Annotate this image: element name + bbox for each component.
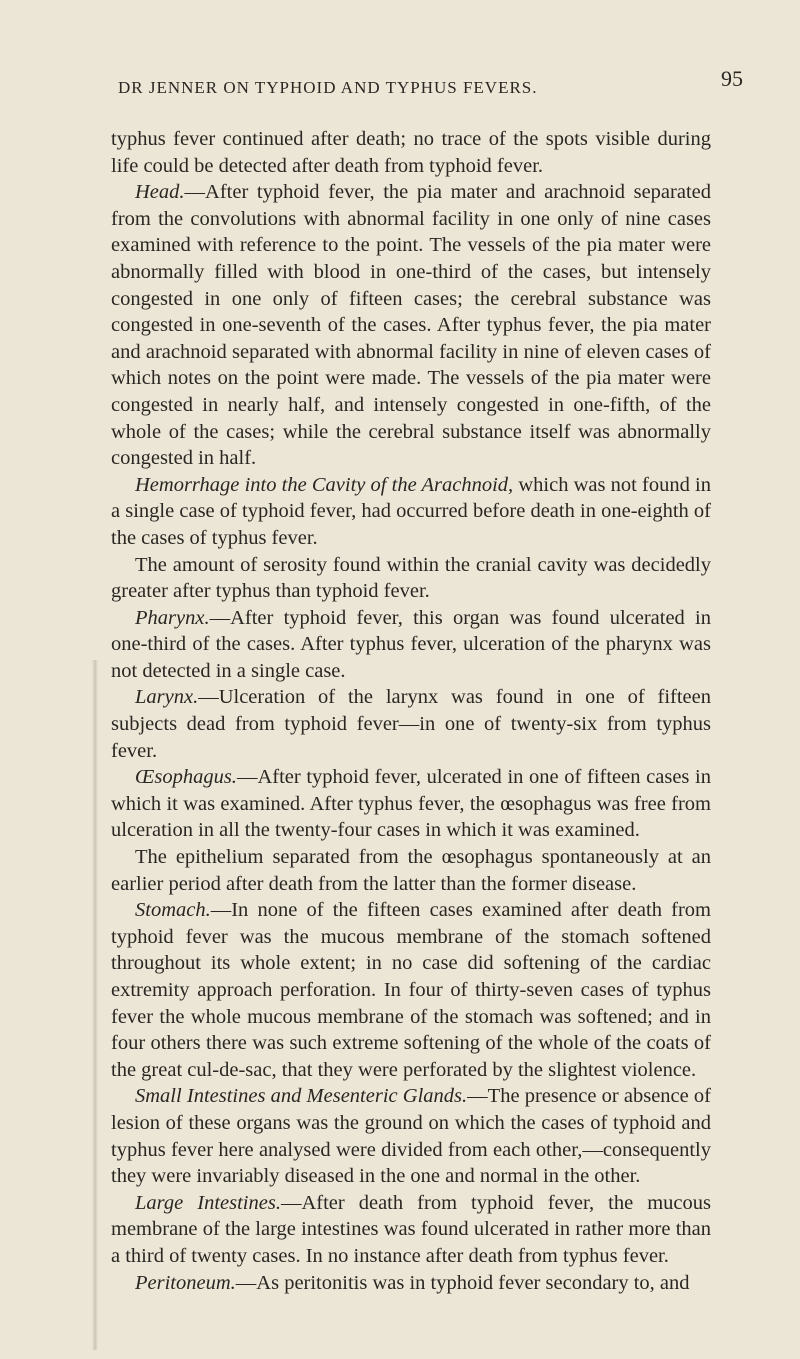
paragraph — [111, 179, 711, 472]
paragraph-text: —After typhoid fever, the pia mater and arachnoid separated from the convolutions with abnormal facility in one only of nine cases examined with reference to the point. The vessels of the pia mater were abnormally filled with blood in one-third of the cases, but intensely congested in one only of fifteen cases; the cerebral substance was congested in one-seventh of the cases. After typhus fever, the pia mater and arachnoid separated with abnormal facility in nine of eleven cases of which notes on the point were made. The vessels of the pia mater were congested in nearly half, and intensely congested in one-fifth, of the whole of the cases; while the cerebral substance itself was abnormally congested in half. — [111, 181, 711, 470]
paragraph — [111, 126, 711, 179]
paragraph-text: —After death from typhoid fever, the mucous membrane of the large intestines was found ulcerated in rather more than a third of twenty cases. In no instance after death from typhus fever. — [111, 1191, 711, 1267]
section-heading: Small Intestines and Mesenteric Glands. — [135, 1085, 468, 1108]
paragraph-text: —The presence or absence of lesion of these organs was the ground on which the cases of typhoid and typhus fever here analysed were divided from each other,—consequently they were invariably diseased in the one and normal in the other. — [111, 1085, 711, 1188]
paragraph — [111, 844, 711, 897]
paragraph — [111, 684, 711, 764]
section-heading: Large Intestines. — [135, 1191, 281, 1214]
section-heading: Œsophagus. — [135, 766, 237, 789]
paragraph-text: —After typhoid fever, ulcerated in one of fifteen cases in which it was examined. After typhus fever, the œsophagus was free from ulceration in all the twenty-four cases in which it was examined. — [111, 766, 711, 842]
paragraph — [111, 1190, 711, 1270]
paragraph-text: —Ulceration of the larynx was found in one of fifteen subjects dead from typhoid fever—in one of twenty-six from typhus fever. — [111, 686, 711, 762]
paragraph-text: The amount of serosity found within the cranial cavity was decidedly greater after typhus than typhoid fever. — [111, 553, 711, 603]
running-head: DR JENNER ON TYPHOID AND TYPHUS FEVERS. — [118, 78, 538, 97]
paragraph-text: —After typhoid fever, this organ was found ulcerated in one-third of the cases. After typhus fever, ulceration of the pharynx was not detected in a single case. — [111, 606, 711, 682]
section-heading: Head. — [135, 181, 185, 204]
paragraph-text: The epithelium separated from the œsophagus spontaneously at an earlier period after death from the latter than the former disease. — [111, 846, 711, 895]
paragraph-text: which was not found in a single case of typhoid fever, had occurred before death in one-eighth of the cases of typhus fever. — [111, 473, 711, 549]
paragraph-text: —In none of the fifteen cases examined after death from typhoid fever was the mucous membrane of the stomach softened throughout its whole extent; in no case did softening of the cardiac extremity approach perforation. In four of thirty-seven cases of typhus fever the whole mucous membrane of the stomach was softened; and in four others there was such extreme softening of the whole of the coats of the great cul-de-sac, that they were perforated by the slightest violence. — [111, 899, 711, 1081]
section-heading: Pharynx. — [135, 606, 210, 629]
paragraph — [111, 552, 711, 605]
section-heading: Hemorrhage into the Cavity of the Arachnoid, — [135, 473, 514, 496]
section-heading: Larynx. — [135, 686, 199, 709]
binding-shadow — [92, 660, 98, 1350]
paragraph — [111, 472, 711, 552]
paragraph — [111, 1270, 711, 1297]
paragraph — [111, 605, 711, 685]
paragraph — [111, 764, 711, 844]
body-text — [111, 126, 711, 1296]
section-heading: Stomach. — [135, 899, 211, 922]
paragraph-text: typhus fever continued after death; no trace of the spots visible during life could be detected after death from typhoid fever. — [111, 128, 711, 177]
paragraph — [111, 1083, 711, 1189]
paragraph — [111, 897, 711, 1083]
paragraph-text: —As peritonitis was in typhoid fever secondary to, and — [235, 1271, 690, 1294]
section-heading: Peritoneum. — [135, 1271, 236, 1294]
page-number: 95 — [721, 66, 743, 91]
